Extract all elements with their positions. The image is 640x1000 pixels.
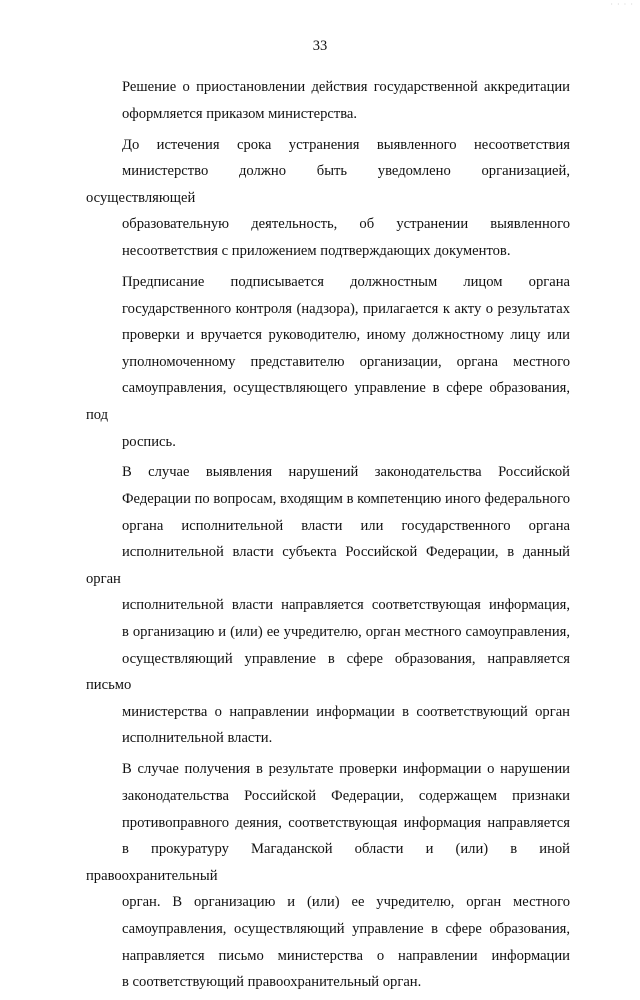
paragraph-notification-deadline [86,132,570,265]
paragraph-violations-other-authority [86,459,570,752]
text-line: исполнительной власти. [122,730,273,747]
text-line: органа исполнительной власти или государственного органа [122,517,570,534]
paragraph-prescription-signing [86,269,570,455]
text-line: В случае получения в результате проверки информации о нарушении [122,761,570,778]
text-line: самоуправления, осуществляющего управление в сфере образования, под [86,380,570,423]
text-line: законодательства Российской Федерации, содержащем признаки [122,788,570,804]
text-line: оформляется приказом министерства. [122,105,358,122]
scan-corner-mark: · · · · [610,0,634,9]
text-line: Решение о приостановлении действия государственной аккредитации [122,79,570,95]
text-line: в организацию и (или) ее учредителю, орган местного самоуправления, [122,624,570,641]
text-line: Предписание подписывается должностным лицом органа [122,273,570,290]
page-number: 33 [312,38,328,54]
text-line: самоуправления, осуществляющий управление в сфере образования, [122,920,570,937]
text-line: уполномоченному представителю организации, органа местного [122,353,570,370]
text-line: государственного контроля (надзора), прилагается к акту о результатах [122,300,570,317]
text-line: министерство должно быть уведомлено организацией, осуществляющей [86,163,570,206]
text-line: министерства о направлении информации в соответствующий орган [122,703,570,720]
text-line: Федерации по вопросам, входящим в компетенцию иного федерального [122,491,570,508]
text-line: исполнительной власти направляется соответствующая информация, [122,597,570,614]
text-line: противоправного деяния, соответствующая информация направляется [122,814,570,831]
text-line: осуществляющий управление в сфере образования, направляется письмо [86,650,570,694]
text-line: в прокуратуру Магаданской области и (или) в иной правоохранительный [86,841,570,884]
paragraph-accreditation-suspension [86,74,570,127]
paragraph-law-enforcement-referral [86,756,570,995]
text-line: В случае выявления нарушений законодательства Российской [122,464,570,481]
text-line: орган. В организацию и (или) ее учредителю, орган местного [122,894,570,911]
text-line: роспись. [122,433,176,450]
text-line: образовательную деятельность, об устранении выявленного [122,216,570,233]
text-line: в соответствующий правоохранительный орган. [122,974,422,991]
text-line: направляется письмо министерства о направлении информации [122,947,570,964]
text-line: проверки и вручается руководителю, иному должностному лицу или [122,327,570,344]
document-body [86,74,570,1000]
text-line: несоответствия с приложением подтверждающих документов. [122,242,511,259]
text-line: До истечения срока устранения выявленного несоответствия [122,136,570,153]
text-line: исполнительной власти субъекта Российской Федерации, в данный орган [86,544,570,587]
